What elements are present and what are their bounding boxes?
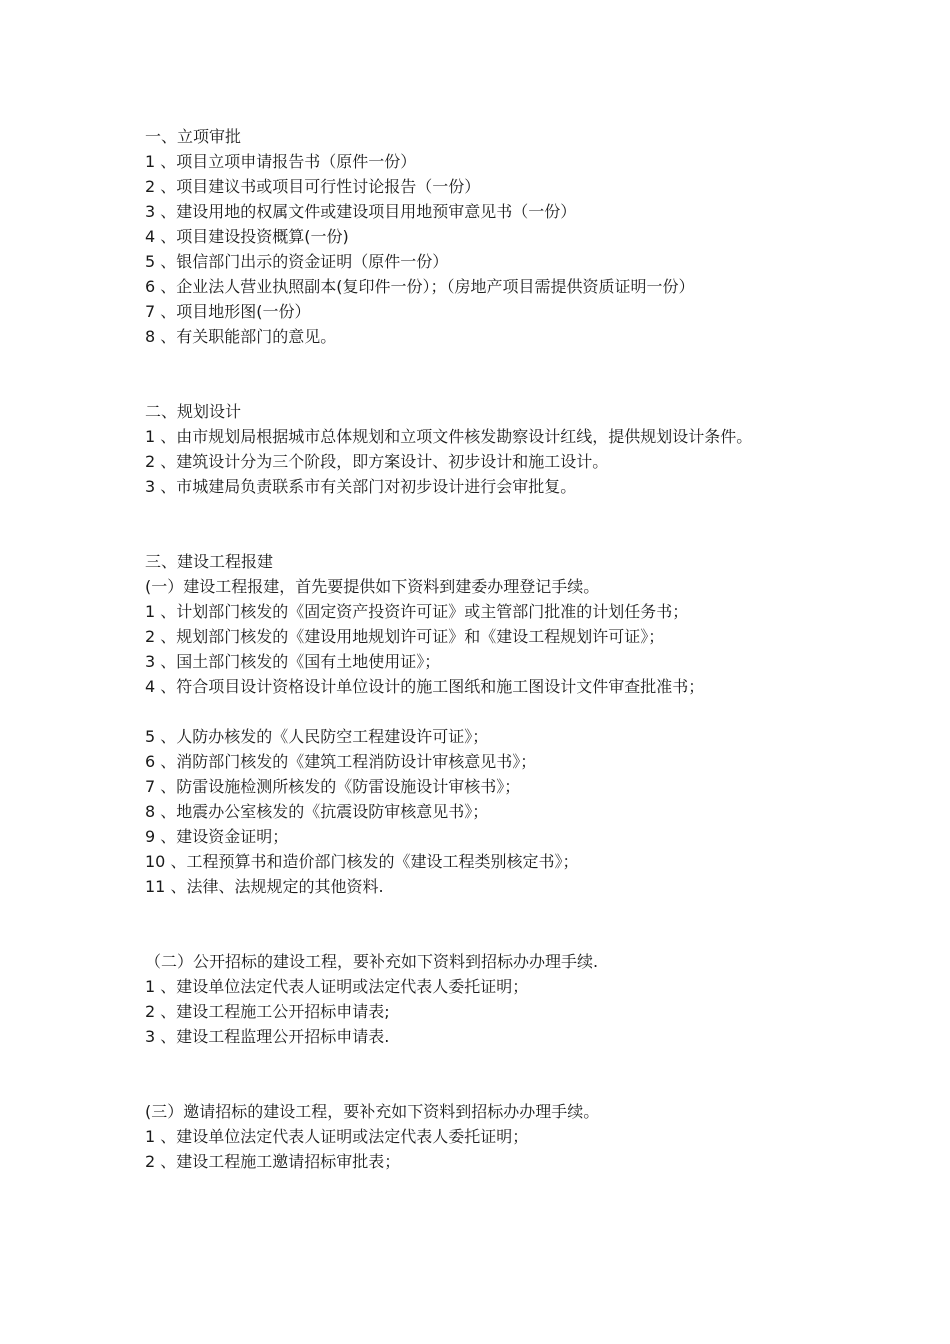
- list-item: 2 、项目建议书或项目可行性讨论报告（一份）: [145, 177, 481, 196]
- list-item: 11 、法律、法规规定的其他资料.: [145, 877, 384, 896]
- section-planning-design: [145, 399, 805, 499]
- list-item: 5 、人防办核发的《人民防空工程建设许可证》；: [145, 727, 489, 746]
- list-item: 8 、有关职能部门的意见。: [145, 327, 337, 346]
- list-item: 3 、建设工程监理公开招标申请表.: [145, 1027, 390, 1046]
- list-item: 10 、工程预算书和造价部门核发的《建设工程类别核定书》；: [145, 852, 579, 871]
- list-item: 3 、市城建局负责联系市有关部门对初步设计进行会审批复。: [145, 477, 577, 496]
- list-item: 2 、建设工程施工邀请招标审批表；: [145, 1152, 401, 1171]
- list-item: 2 、规划部门核发的《建设用地规划许可证》和《建设工程规划许可证》；: [145, 627, 665, 646]
- document-body: [145, 124, 805, 1174]
- list-item: 2 、建筑设计分为三个阶段，即方案设计、初步设计和施工设计。: [145, 452, 609, 471]
- list-item: 6 、企业法人营业执照副本(复印件一份）；（房地产项目需提供资质证明一份）: [145, 277, 695, 296]
- section-heading: 三、建设工程报建: [145, 552, 274, 571]
- section-project-approval: [145, 124, 805, 349]
- list-item: 9 、建设资金证明；: [145, 827, 289, 846]
- list-item: 2 、建设工程施工公开招标申请表;: [145, 1002, 390, 1021]
- list-item: 5 、银信部门出示的资金证明（原件一份）: [145, 252, 449, 271]
- spacer: [145, 899, 805, 949]
- section-heading: 二、规划设计: [145, 402, 242, 421]
- spacer: [145, 499, 805, 549]
- sub-heading: (一）建设工程报建，首先要提供如下资料到建委办理登记手续。: [145, 577, 600, 596]
- list-item: 1 、建设单位法定代表人证明或法定代表人委托证明；: [145, 977, 529, 996]
- section-heading: （二）公开招标的建设工程，要补充如下资料到招标办办理手续.: [145, 952, 599, 971]
- spacer: [145, 1049, 805, 1099]
- list-item: 7 、项目地形图(一份）: [145, 302, 311, 321]
- list-item: 6 、消防部门核发的《建筑工程消防设计审核意见书》；: [145, 752, 537, 771]
- section-project-registration: [145, 549, 805, 899]
- list-item: 3 、建设用地的权属文件或建设项目用地预审意见书（一份）: [145, 202, 577, 221]
- list-item: 7 、防雷设施检测所核发的《防雷设施设计审核书》；: [145, 777, 521, 796]
- list-item: 1 、项目立项申请报告书（原件一份）: [145, 152, 417, 171]
- list-item: 8 、地震办公室核发的《抗震设防审核意见书》；: [145, 802, 489, 821]
- list-item: 1 、建设单位法定代表人证明或法定代表人委托证明；: [145, 1127, 529, 1146]
- section-heading: 一、立项审批: [145, 127, 242, 146]
- spacer: [145, 349, 805, 399]
- list-item: 4 、符合项目设计资格设计单位设计的施工图纸和施工图设计文件审查批准书；: [145, 677, 705, 696]
- list-item: 3 、国土部门核发的《国有土地使用证》；: [145, 652, 441, 671]
- section-open-tender: [145, 949, 805, 1049]
- list-item: 1 、由市规划局根据城市总体规划和立项文件核发勘察设计红线，提供规划设计条件。: [145, 427, 753, 446]
- list-item: 4 、项目建设投资概算(一份): [145, 227, 349, 246]
- list-item: 1 、计划部门核发的《固定资产投资许可证》或主管部门批准的计划任务书；: [145, 602, 689, 621]
- section-invited-tender: [145, 1099, 805, 1174]
- spacer: [145, 699, 805, 724]
- section-heading: (三）邀请招标的建设工程，要补充如下资料到招标办办理手续。: [145, 1102, 600, 1121]
